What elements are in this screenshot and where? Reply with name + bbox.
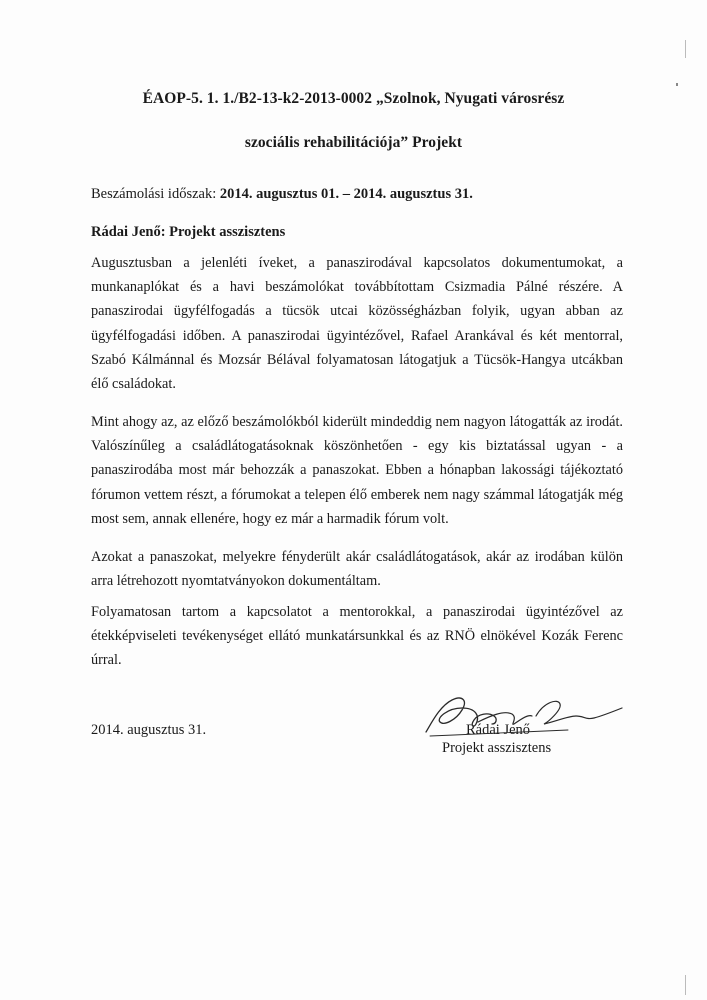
reporting-period-value: 2014. augusztus 01. – 2014. augusztus 31. (219, 186, 473, 202)
scan-mark (676, 83, 678, 86)
reporting-period (91, 186, 473, 203)
handwritten-signature (418, 692, 628, 742)
document-title-line-1: ÉAOP-5. 1. 1./B2-13-k2-2013-0002 „Szolnok, Nyugati városrész (142, 90, 565, 107)
signing-date: 2014. augusztus 31. (91, 722, 207, 738)
paragraph: Mint ahogy az, az előző beszámolókból kiderült mindeddig nem nagyon látogatták az irodát. Valószínűleg a családlátogatásoknak köszönhetően - egy kis biztatással ugyan - a panaszirodába most már behozzák a panaszokat. Ebben a hónapban lakossági tájékoztató fórumon vettem részt, a fórumokat a telepen élő emberek nem nagy számmal látogatják még most sem, annak ellenére, hogy ez már a harmadik fórum volt. (91, 414, 623, 527)
paragraph: Augusztusban a jelenléti íveket, a panaszirodával kapcsolatos dokumentumokat, a munkanaplókat és a havi beszámolókat továbbítottam Csizmadia Pálné részére. A panaszirodai ügyfélfogadás a tücsök utcai közösségházban folyik, ugyan abban az ügyfélfogadási időben. A panaszirodai ügyintézővel, Rafael Arankával és két mentorral, Szabó Kálmánnal és Mozsár Bélával folyamatosan látogatjuk a Tücsök-Hangya utcákban élő családokat. (91, 255, 623, 393)
scan-edge-mark (685, 40, 686, 58)
paragraph: Folyamatosan tartom a kapcsolatot a mentorokkal, a panaszirodai ügyintézővel az étekképviseleti tevékenységet ellátó munkatársunkkal és az RNÖ elnökével Kozák Ferenc úrral. (91, 604, 623, 669)
document-title-line-2: szociális rehabilitációja” Projekt (244, 134, 463, 151)
paragraph: Azokat a panaszokat, melyekre fényderült akár családlátogatások, akár az irodában külön arra létrehozott nyomtatványokon dokumentáltam. (91, 549, 623, 590)
scan-edge-mark (685, 975, 686, 995)
signatory-name: Rádai Jenő (466, 722, 531, 738)
author-heading: Rádai Jenő: Projekt asszisztens (91, 224, 286, 240)
signatory-role: Projekt asszisztens (442, 740, 552, 756)
reporting-period-label: Beszámolási időszak: (91, 186, 220, 202)
